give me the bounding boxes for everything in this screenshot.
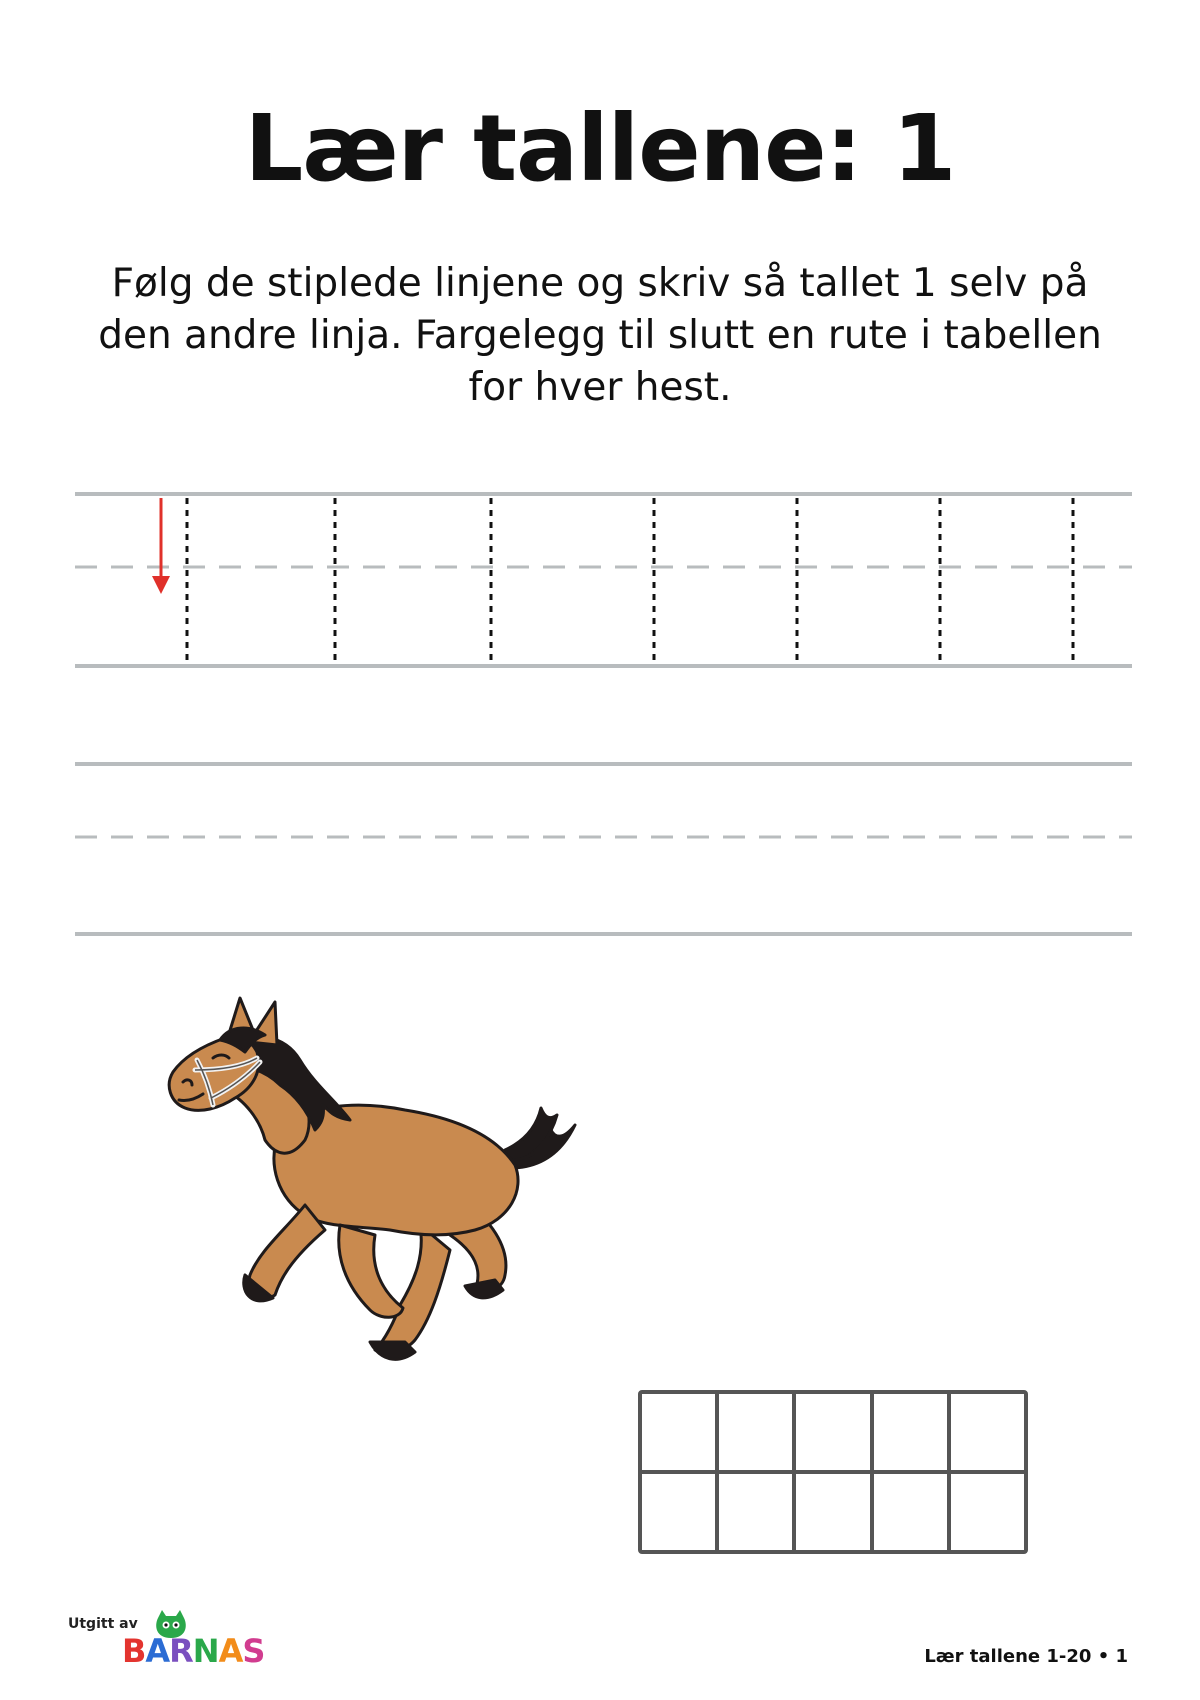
brand-logo — [122, 1632, 264, 1670]
brand-letter: S — [242, 1632, 265, 1670]
instructions-text: Følg de stiplede linjene og skriv så tallet 1 selv på den andre linja. Fargelegg til slutt en rute i tabellen for hver hest. — [98, 261, 1102, 410]
ten-frame-cell[interactable] — [874, 1474, 947, 1550]
arrow-down-icon — [152, 498, 170, 594]
ten-frame-cell[interactable] — [719, 1474, 792, 1550]
page-title: Lær tallene: 1 — [244, 95, 956, 202]
ten-frame-cell[interactable] — [874, 1394, 947, 1470]
brand-letter: A — [145, 1632, 170, 1670]
brand-letter: B — [122, 1632, 146, 1670]
footer-label: Lær tallene 1-20 • 1 — [924, 1646, 1128, 1667]
horse-icon — [165, 990, 615, 1410]
ten-frame-cell[interactable] — [796, 1474, 870, 1550]
ten-frame-cell[interactable] — [951, 1474, 1024, 1550]
ten-frame-cell[interactable] — [719, 1394, 792, 1470]
trace-digits — [187, 498, 1073, 662]
brand-letter: A — [218, 1632, 243, 1670]
ten-frame-cell[interactable] — [796, 1394, 870, 1470]
brand-letter: R — [169, 1632, 193, 1670]
ten-frame-cell[interactable] — [951, 1394, 1024, 1470]
ten-frame-cell[interactable] — [642, 1394, 715, 1470]
ten-frame-cell[interactable] — [642, 1474, 715, 1550]
brand-letter: N — [192, 1632, 219, 1670]
publisher-credit: Utgitt av — [68, 1616, 138, 1632]
